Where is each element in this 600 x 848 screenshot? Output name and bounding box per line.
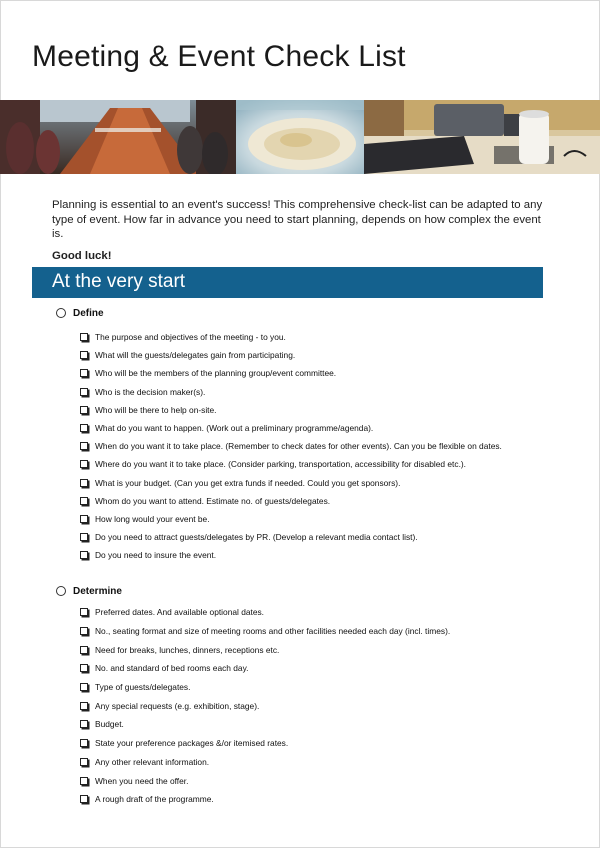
checkbox-icon[interactable] xyxy=(80,369,88,377)
checkbox-icon[interactable] xyxy=(80,551,88,559)
checkbox-icon[interactable] xyxy=(80,702,88,710)
checklist-item-text: Who will be there to help on-site. xyxy=(95,404,217,415)
checklist-item xyxy=(80,771,450,790)
checklist-item-text: The purpose and objectives of the meeting - to you. xyxy=(95,332,286,343)
checkbox-icon[interactable] xyxy=(80,608,88,616)
checklist-item xyxy=(80,790,450,809)
checkbox-icon[interactable] xyxy=(80,777,88,785)
banner-photo-strip xyxy=(0,100,600,174)
checkbox-icon[interactable] xyxy=(80,388,88,396)
group-define-heading xyxy=(56,306,104,320)
checklist-item-text: No. and standard of bed rooms each day. xyxy=(95,663,249,674)
checklist-item xyxy=(80,734,450,753)
checklist-item-text: Any other relevant information. xyxy=(95,756,210,767)
checklist-item xyxy=(80,474,502,492)
office-desk-photo xyxy=(364,100,600,174)
checkbox-icon[interactable] xyxy=(80,627,88,635)
checkbox-icon[interactable] xyxy=(80,533,88,541)
checklist-item xyxy=(80,383,502,401)
checklist-item xyxy=(80,659,450,678)
checklist-item-text: Who will be the members of the planning group/event committee. xyxy=(95,368,337,379)
checkbox-icon[interactable] xyxy=(80,442,88,450)
checkbox-icon[interactable] xyxy=(80,515,88,523)
checklist-item xyxy=(80,510,502,528)
checklist-item-text: Do you need to attract guests/delegates by PR. (Develop a relevant media contact list). xyxy=(95,532,418,543)
checklist-item xyxy=(80,640,450,659)
group-determine-heading xyxy=(56,584,122,598)
page-title: Meeting & Event Check List xyxy=(32,40,406,73)
checkbox-icon[interactable] xyxy=(80,479,88,487)
checklist-item xyxy=(80,455,502,473)
checklist-item xyxy=(80,696,450,715)
group-heading-label: Define xyxy=(73,307,104,319)
checkbox-icon[interactable] xyxy=(80,460,88,468)
checklist-item xyxy=(80,328,502,346)
checkbox-icon[interactable] xyxy=(80,664,88,672)
checkbox-icon[interactable] xyxy=(80,720,88,728)
checklist-item-text: What will the guests/delegates gain from participating. xyxy=(95,350,296,361)
intro-paragraph: Planning is essential to an event's success! This comprehensive check-list can be adapted to any type of event. How far in advance you need to start planning, depends on how complex the event is. xyxy=(52,199,543,240)
circle-bullet-icon xyxy=(56,308,66,318)
section-header-bar xyxy=(32,267,543,298)
circle-bullet-icon xyxy=(56,586,66,596)
checklist-item-text: Do you need to insure the event. xyxy=(95,550,217,561)
checkbox-icon[interactable] xyxy=(80,351,88,359)
intro-closing: Good luck! xyxy=(52,249,112,262)
checklist-item xyxy=(80,546,502,564)
checklist-item-text: When you need the offer. xyxy=(95,775,189,786)
checklist-item-text: No., seating format and size of meeting rooms and other facilities needed each day (incl. times). xyxy=(95,626,451,637)
checkbox-icon[interactable] xyxy=(80,683,88,691)
checklist-item xyxy=(80,678,450,697)
checklist-item-text: Budget. xyxy=(95,719,124,730)
checklist-item xyxy=(80,364,502,382)
group-heading-label: Determine xyxy=(73,585,122,597)
checkbox-icon[interactable] xyxy=(80,739,88,747)
checklist-item xyxy=(80,401,502,419)
checklist-item-text: Type of guests/delegates. xyxy=(95,682,191,693)
checkbox-icon[interactable] xyxy=(80,646,88,654)
checklist-item-text: Any special requests (e.g. exhibition, stage). xyxy=(95,700,260,711)
checkbox-icon[interactable] xyxy=(80,497,88,505)
checkbox-icon[interactable] xyxy=(80,758,88,766)
checklist-item-text: Need for breaks, lunches, dinners, receptions etc. xyxy=(95,644,280,655)
checklist-item-text: Preferred dates. And available optional dates. xyxy=(95,607,265,618)
checklist-item xyxy=(80,346,502,364)
checklist-item xyxy=(80,419,502,437)
checklist-item-text: What is your budget. (Can you get extra funds if needed. Could you get sponsors). xyxy=(95,477,401,488)
section-title: At the very start xyxy=(52,271,186,292)
checklist-item xyxy=(80,528,502,546)
meeting-room-photo xyxy=(0,100,236,174)
checklist-item-text: Where do you want it to take place. (Consider parking, transportation, accessibility for disabled etc.). xyxy=(95,459,467,470)
checklist-item xyxy=(80,437,502,455)
checkbox-icon[interactable] xyxy=(80,406,88,414)
intro-text xyxy=(52,198,552,263)
checklist-item xyxy=(80,603,450,622)
checklist-item-text: Who is the decision maker(s). xyxy=(95,386,206,397)
checklist-item xyxy=(80,492,502,510)
checklist-item-text: When do you want it to take place. (Remember to check dates for other events). Can you be flexible on dates. xyxy=(95,441,502,452)
checklist-item-text: State your preference packages &/or itemised rates. xyxy=(95,738,289,749)
checklist-item-text: How long would your event be. xyxy=(95,513,210,524)
checkbox-icon[interactable] xyxy=(80,795,88,803)
determine-checklist xyxy=(80,603,450,809)
food-plate-photo xyxy=(236,100,364,174)
checkbox-icon[interactable] xyxy=(80,424,88,432)
checklist-item xyxy=(80,715,450,734)
define-checklist xyxy=(80,328,502,564)
checklist-item xyxy=(80,622,450,641)
checklist-item-text: What do you want to happen. (Work out a preliminary programme/agenda). xyxy=(95,423,374,434)
checklist-item-text: A rough draft of the programme. xyxy=(95,794,214,805)
checklist-item xyxy=(80,753,450,772)
checkbox-icon[interactable] xyxy=(80,333,88,341)
checklist-item-text: Whom do you want to attend. Estimate no. of guests/delegates. xyxy=(95,495,331,506)
